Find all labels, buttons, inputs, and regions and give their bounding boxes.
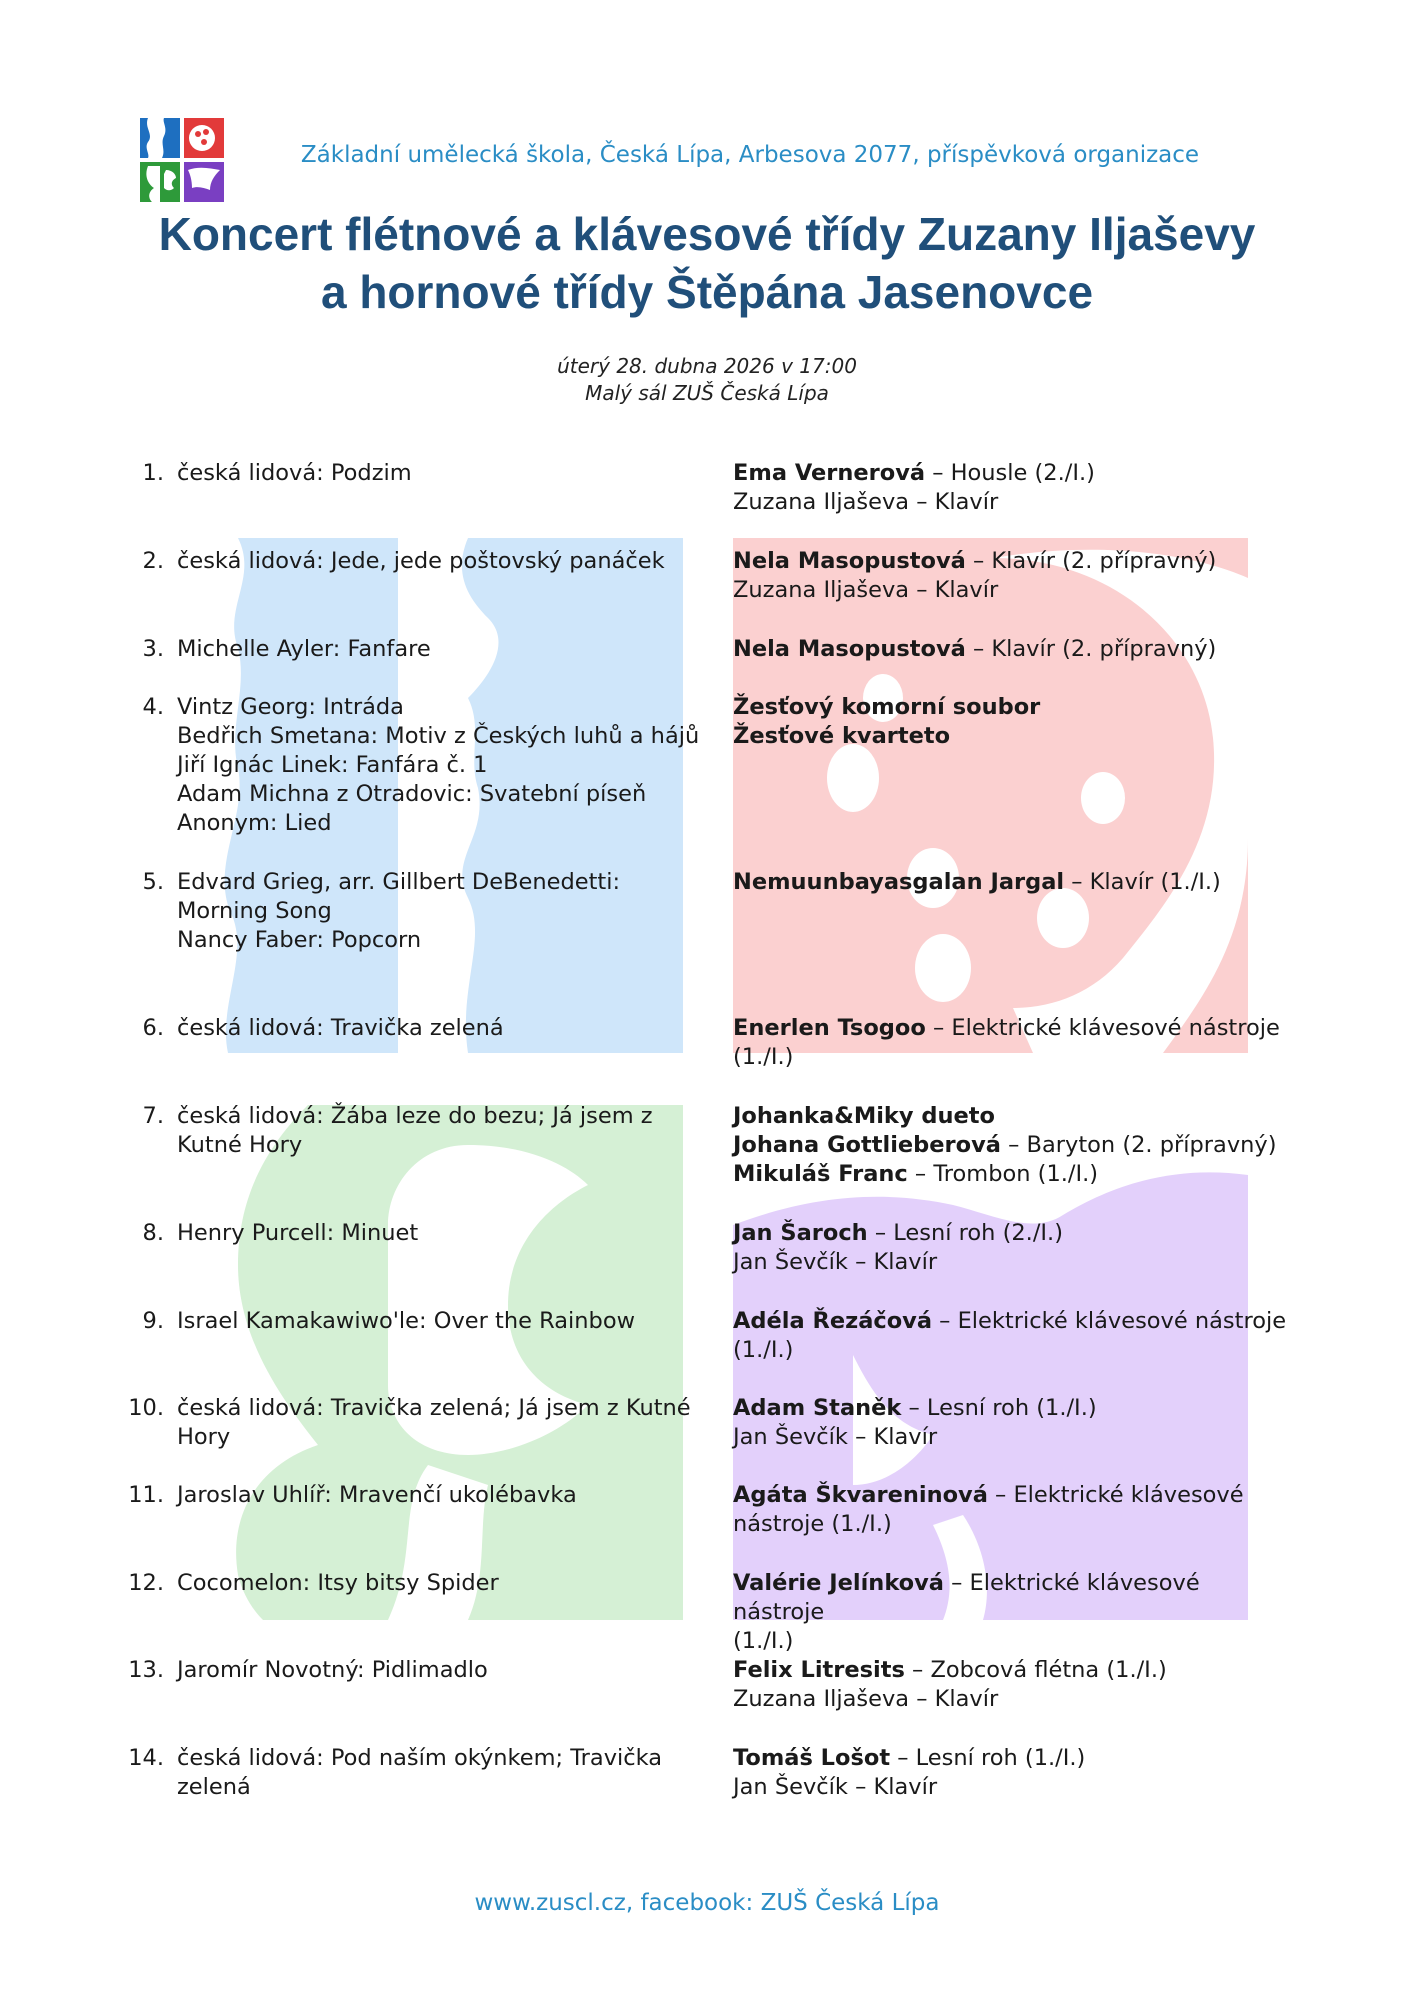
performer: Enerlen Tsogoo – Elektrické klávesové nástroje (733, 1015, 1280, 1041)
piece-title: Nancy Faber: Popcorn (177, 927, 422, 953)
performer: Adam Staněk – Lesní roh (1./I.) (733, 1395, 1097, 1421)
performer: Nela Masopustová – Klavír (2. přípravný) (733, 548, 1217, 574)
performer: Nela Masopustová – Klavír (2. přípravný) (733, 636, 1217, 662)
performer: Jan Šaroch – Lesní roh (2./I.) (733, 1220, 1063, 1246)
piece-title: Michelle Ayler: Fanfare (177, 636, 431, 662)
performer-list (733, 635, 1293, 664)
event-venue: Malý sál ZUŠ Česká Lípa (585, 381, 829, 405)
performer-list (733, 1014, 1293, 1072)
event-date: úterý 28. dubna 2026 v 17:00 (557, 354, 857, 378)
piece-list (177, 1307, 717, 1336)
performer: Jan Ševčík – Klavír (733, 1774, 938, 1800)
piece-title: Jaroslav Uhlíř: Mravenčí ukolébavka (177, 1482, 577, 1508)
piece-list (177, 1014, 717, 1043)
performer-list (733, 547, 1293, 605)
performer: (1./I.) (733, 1628, 794, 1654)
piece-title: česká lidová: Travička zelená; Já jsem z Kutné (177, 1395, 691, 1421)
performer: Žesťové kvarteto (733, 723, 951, 749)
piece-list (177, 459, 717, 488)
piece-title: Anonym: Lied (177, 810, 332, 836)
school-logo (140, 118, 224, 202)
item-number: 11. (128, 1482, 164, 1508)
piece-title: česká lidová: Pod naším okýnkem; Travička (177, 1745, 663, 1771)
performer: Ema Vernerová – Housle (2./I.) (733, 460, 1095, 486)
performer-list (733, 1102, 1293, 1189)
performer: Johana Gottlieberová – Baryton (2. přípravný) (733, 1132, 1277, 1158)
piece-title: Morning Song (177, 898, 332, 924)
piece-list (177, 1394, 717, 1452)
piece-title: Edvard Grieg, arr. Gillbert DeBenedetti: (177, 869, 621, 895)
performer-list (733, 868, 1293, 897)
piece-title: česká lidová: Podzim (177, 460, 412, 486)
item-number: 12. (128, 1570, 164, 1596)
item-number: 13. (128, 1657, 164, 1683)
performer: nástroje (1./I.) (733, 1511, 892, 1537)
performer: Adéla Řezáčová – Elektrické klávesové nástroje (733, 1308, 1287, 1334)
palette-icon (733, 538, 1248, 1053)
piece-list (177, 1656, 717, 1685)
footer-links[interactable]: www.zuscl.cz, facebook: ZUŠ Česká Lípa (474, 1890, 940, 1916)
performer: Nemuunbayasgalan Jargal – Klavír (1./I.) (733, 869, 1221, 895)
item-number: 6. (142, 1015, 164, 1041)
bg-green-quadrant (168, 1105, 683, 1620)
piece-list (177, 693, 717, 838)
title-line-2: a hornové třídy Štěpána Jasenovce (320, 266, 1094, 318)
performer-list (733, 459, 1293, 517)
performer: Valérie Jelínková – Elektrické klávesové nástroje (733, 1570, 1200, 1625)
piece-title: Jaromír Novotný: Pidlimadlo (177, 1657, 488, 1683)
piece-list (177, 1569, 717, 1598)
musical-notes-icon (168, 1105, 683, 1620)
bg-red-quadrant (733, 538, 1248, 1053)
piece-title: Vintz Georg: Intráda (177, 694, 404, 720)
piece-list (177, 635, 717, 664)
item-number: 10. (128, 1395, 164, 1421)
piece-title: Israel Kamakawiwo'le: Over the Rainbow (177, 1308, 635, 1334)
piece-list (177, 1102, 717, 1160)
performer: Tomáš Lošot – Lesní roh (1./I.) (733, 1745, 1086, 1771)
item-number: 9. (142, 1308, 164, 1334)
piece-title: zelená (177, 1774, 251, 1800)
page-title (100, 205, 1314, 321)
performer: Johanka&Miky dueto (733, 1103, 995, 1129)
item-number: 8. (142, 1220, 164, 1246)
performer-list (733, 1307, 1293, 1365)
piece-list (177, 547, 717, 576)
piece-title: Hory (177, 1424, 231, 1450)
piece-list (177, 1481, 717, 1510)
piece-title: česká lidová: Žába leze do bezu; Já jsem z (177, 1103, 653, 1129)
item-number: 7. (142, 1103, 164, 1129)
performer: Žesťový komorní soubor (733, 694, 1041, 720)
performer: Jan Ševčík – Klavír (733, 1249, 938, 1275)
piece-title: česká lidová: Jede, jede poštovský panáček (177, 548, 665, 574)
performer-list (733, 1481, 1293, 1539)
piece-list (177, 1219, 717, 1248)
performer-list (733, 1656, 1293, 1714)
piece-list (177, 1744, 717, 1802)
item-number: 3. (142, 636, 164, 662)
piece-list (177, 868, 717, 955)
event-details (400, 353, 1014, 407)
performer-list (733, 1744, 1293, 1802)
item-number: 1. (142, 460, 164, 486)
piece-title: Cocomelon: Itsy bitsy Spider (177, 1570, 499, 1596)
piece-title: Adam Michna z Otradovic: Svatební píseň (177, 781, 647, 807)
piece-title: Kutné Hory (177, 1132, 303, 1158)
performer: Felix Litresits – Zobcová flétna (1./I.) (733, 1657, 1167, 1683)
performer: Jan Ševčík – Klavír (733, 1424, 938, 1450)
title-line-1: Koncert flétnové a klávesové třídy Zuzany Iljaševy (158, 208, 1256, 260)
item-number: 14. (128, 1745, 164, 1771)
performer: (1./I.) (733, 1337, 794, 1363)
performer-list (733, 1394, 1293, 1452)
item-number: 5. (142, 869, 164, 895)
item-number: 2. (142, 548, 164, 574)
performer: Zuzana Iljaševa – Klavír (733, 489, 999, 515)
performer: Zuzana Iljaševa – Klavír (733, 577, 999, 603)
piece-title: česká lidová: Travička zelená (177, 1015, 504, 1041)
performer: Mikuláš Franc – Trombon (1./I.) (733, 1161, 1099, 1187)
piece-title: Jiří Ignác Linek: Fanfára č. 1 (177, 752, 488, 778)
piece-title: Henry Purcell: Minuet (177, 1220, 419, 1246)
piece-title: Bedřich Smetana: Motiv z Českých luhů a hájů (177, 723, 700, 749)
performer: (1./I.) (733, 1044, 794, 1070)
performer-list (733, 693, 1293, 751)
organization-name: Základní umělecká škola, Česká Lípa, Arbesova 2077, příspěvková organizace (300, 142, 1200, 168)
performer: Agáta Škvareninová – Elektrické klávesové (733, 1482, 1244, 1508)
performer: Zuzana Iljaševa – Klavír (733, 1686, 999, 1712)
item-number: 4. (142, 694, 164, 720)
performer-list (733, 1569, 1293, 1656)
performer-list (733, 1219, 1293, 1277)
